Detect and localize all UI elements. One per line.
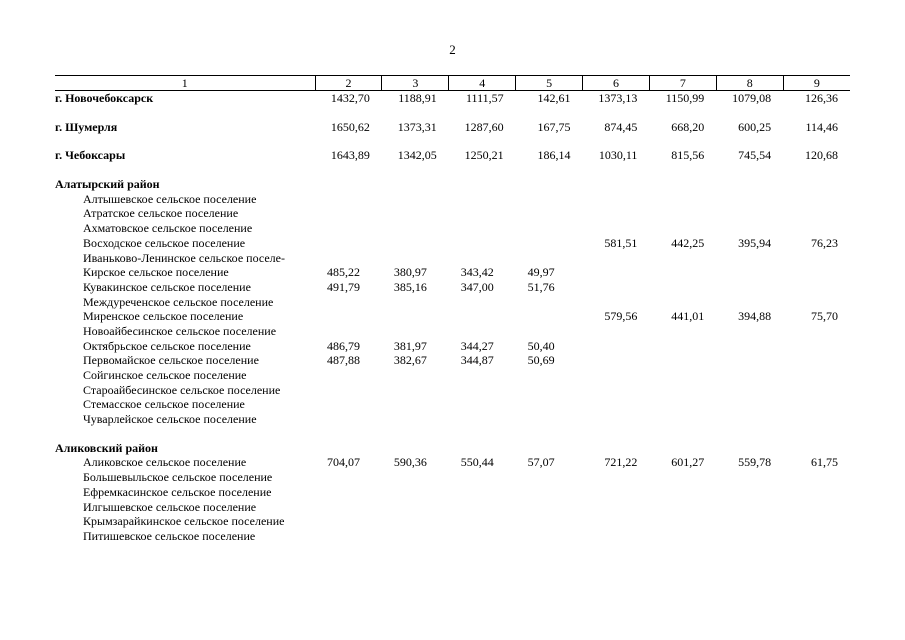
value-cell-col8: 745,54 — [738, 148, 772, 163]
value-cell-col7 — [649, 500, 716, 515]
value-cell-col4 — [449, 514, 516, 529]
value-cell-col2 — [315, 383, 382, 398]
value-cell-col2 — [315, 529, 382, 544]
value-cell-col5 — [516, 412, 583, 427]
settlement-row — [55, 514, 850, 529]
value-cell-col8 — [716, 339, 783, 354]
value-cell-col7 — [649, 295, 716, 310]
column-header: 3 — [382, 76, 449, 91]
city-row — [55, 120, 850, 135]
row-name-cell: Питишевское сельское поселение — [83, 528, 256, 543]
value-cell-col6: 581,51 — [604, 235, 638, 250]
value-cell-col2: 704,07 — [327, 455, 360, 470]
value-cell-col4 — [449, 251, 516, 266]
value-cell-col8 — [716, 412, 783, 427]
value-cell-col6 — [583, 265, 650, 280]
value-cell-col5 — [516, 324, 583, 339]
value-cell-col9 — [783, 192, 850, 207]
value-cell-col9 — [783, 412, 850, 427]
value-cell-col5: 49,97 — [527, 265, 555, 280]
settlement-row — [55, 368, 850, 383]
value-cell-col4 — [449, 485, 516, 500]
value-cell-col7 — [649, 339, 716, 354]
settlement-row — [55, 295, 850, 310]
value-cell-col4: 550,44 — [460, 455, 494, 470]
value-cell-col6: 874,45 — [604, 119, 638, 134]
value-cell-col8 — [716, 324, 783, 339]
row-name-cell: Ахматовское сельское поселение — [83, 221, 253, 236]
district-row — [55, 441, 850, 456]
value-cell-col6 — [583, 412, 650, 427]
row-name-cell: Аликовский район — [55, 440, 158, 455]
value-cell-col7 — [649, 470, 716, 485]
row-name-cell: Алатырский район — [55, 177, 160, 192]
spacer-cell — [55, 134, 850, 148]
value-cell-col4 — [449, 529, 516, 544]
value-cell-col2 — [315, 412, 382, 427]
table-body — [55, 91, 850, 544]
value-cell-col3 — [382, 295, 449, 310]
value-cell-col6 — [583, 353, 650, 368]
value-cell-col3: 1188,91 — [398, 91, 437, 105]
value-cell-col4: 344,27 — [460, 338, 494, 353]
value-cell-col8 — [716, 514, 783, 529]
value-cell-col9 — [783, 500, 850, 515]
value-cell-col4 — [449, 309, 516, 324]
value-cell-col4 — [449, 177, 516, 192]
value-cell-col8 — [716, 251, 783, 266]
value-cell-col6 — [583, 383, 650, 398]
value-cell-col4 — [449, 295, 516, 310]
value-cell-col2 — [315, 251, 382, 266]
row-name-cell: Новоайбесинское сельское поселение — [83, 323, 277, 338]
value-cell-col6 — [583, 295, 650, 310]
value-cell-col8 — [716, 383, 783, 398]
value-cell-col9 — [783, 251, 850, 266]
spacer-row — [55, 163, 850, 177]
value-cell-col3 — [382, 470, 449, 485]
value-cell-col3 — [382, 441, 449, 456]
value-cell-col3 — [382, 368, 449, 383]
value-cell-col6 — [583, 192, 650, 207]
row-name-cell: Чуварлейское сельское поселение — [83, 412, 257, 427]
settlement-row — [55, 339, 850, 354]
value-cell-col4: 344,87 — [460, 353, 494, 368]
spacer-row — [55, 427, 850, 441]
row-name-cell: Стемасское сельское поселение — [83, 397, 245, 412]
value-cell-col2 — [315, 441, 382, 456]
row-name-cell: Междуреченское сельское поселение — [83, 294, 274, 309]
column-header: 4 — [449, 76, 516, 91]
value-cell-col3 — [382, 397, 449, 412]
settlement-row — [55, 529, 850, 544]
value-cell-col6 — [583, 368, 650, 383]
city-row — [55, 91, 850, 106]
value-cell-col5 — [516, 295, 583, 310]
value-cell-col9 — [783, 221, 850, 236]
value-cell-col7 — [649, 412, 716, 427]
value-cell-col5: 50,69 — [527, 353, 555, 368]
value-cell-col4: 1250,21 — [464, 148, 504, 163]
value-cell-col3 — [382, 412, 449, 427]
value-cell-col9 — [783, 280, 850, 295]
value-cell-col3 — [382, 206, 449, 221]
value-cell-col7 — [649, 353, 716, 368]
settlement-row — [55, 265, 850, 280]
value-cell-col7: 668,20 — [671, 119, 705, 134]
value-cell-col2 — [315, 485, 382, 500]
value-cell-col5 — [516, 236, 583, 251]
value-cell-col4 — [449, 397, 516, 412]
value-cell-col2 — [315, 397, 382, 412]
value-cell-col3: 382,67 — [393, 353, 427, 368]
value-cell-col5 — [516, 514, 583, 529]
value-cell-col3: 380,97 — [393, 265, 427, 280]
row-name-cell: Атратское сельское поселение — [83, 206, 239, 221]
value-cell-col6 — [583, 397, 650, 412]
value-cell-col3: 385,16 — [393, 279, 427, 294]
value-cell-col5 — [516, 192, 583, 207]
value-cell-col9 — [783, 324, 850, 339]
column-header: 5 — [516, 76, 583, 91]
page-number: 2 — [449, 42, 456, 57]
row-name-cell: г. Чебоксары — [55, 148, 126, 163]
value-cell-col3 — [382, 500, 449, 515]
value-cell-col7: 442,25 — [671, 235, 705, 250]
value-cell-col4: 343,42 — [460, 265, 494, 280]
value-cell-col4 — [449, 206, 516, 221]
value-cell-col4 — [449, 324, 516, 339]
settlement-row — [55, 455, 850, 470]
value-cell-col4: 1287,60 — [464, 119, 504, 134]
column-header: 6 — [583, 76, 650, 91]
value-cell-col8 — [716, 397, 783, 412]
value-cell-col6: 1030,11 — [598, 148, 638, 163]
value-cell-col8: 600,25 — [738, 119, 772, 134]
value-cell-col7 — [649, 441, 716, 456]
value-cell-col2: 487,88 — [327, 353, 360, 368]
value-cell-col4: 347,00 — [460, 279, 494, 294]
value-cell-col3 — [382, 251, 449, 266]
settlement-row — [55, 500, 850, 515]
settlement-row — [55, 383, 850, 398]
settlement-row — [55, 412, 850, 427]
value-cell-col3: 381,97 — [393, 338, 427, 353]
value-cell-col7 — [649, 280, 716, 295]
value-cell-col5 — [516, 177, 583, 192]
value-cell-col7 — [649, 383, 716, 398]
value-cell-col8: 559,78 — [738, 455, 772, 470]
spacer-cell — [55, 163, 850, 177]
value-cell-col2: 1650,62 — [330, 119, 370, 134]
value-cell-col7: 601,27 — [671, 455, 705, 470]
value-cell-col2 — [315, 309, 382, 324]
value-cell-col4 — [449, 221, 516, 236]
column-header: 8 — [716, 76, 783, 91]
value-cell-col2 — [315, 192, 382, 207]
value-cell-col3 — [382, 221, 449, 236]
value-cell-col9 — [783, 485, 850, 500]
settlement-row — [55, 353, 850, 368]
value-cell-col3 — [382, 529, 449, 544]
value-cell-col2: 485,22 — [327, 265, 360, 280]
row-name-cell: Кирское сельское поселение — [83, 265, 229, 280]
value-cell-col2 — [315, 177, 382, 192]
value-cell-col2 — [315, 470, 382, 485]
spacer-cell — [55, 427, 850, 441]
settlement-row — [55, 470, 850, 485]
city-row — [55, 148, 850, 163]
value-cell-col3 — [382, 236, 449, 251]
settlement-row — [55, 251, 850, 266]
value-cell-col4 — [449, 441, 516, 456]
value-cell-col7 — [649, 192, 716, 207]
row-name-cell: г. Новочебоксарск — [55, 91, 154, 105]
value-cell-col9 — [783, 514, 850, 529]
value-cell-col8 — [716, 177, 783, 192]
value-cell-col9 — [783, 177, 850, 192]
value-cell-col7 — [649, 514, 716, 529]
row-name-cell: Восходское сельское поселение — [83, 235, 246, 250]
value-cell-col7 — [649, 221, 716, 236]
value-cell-col6 — [583, 500, 650, 515]
value-cell-col6: 1373,13 — [598, 91, 638, 105]
value-cell-col7 — [649, 368, 716, 383]
value-cell-col6 — [583, 529, 650, 544]
value-cell-col8 — [716, 221, 783, 236]
row-name-cell: Аликовское сельское поселение — [83, 455, 247, 470]
value-cell-col7 — [649, 397, 716, 412]
value-cell-col8 — [716, 368, 783, 383]
value-cell-col6 — [583, 324, 650, 339]
value-cell-col8: 1079,08 — [732, 91, 772, 105]
row-name-cell: Ефремкасинское сельское поселение — [83, 484, 272, 499]
value-cell-col9 — [783, 295, 850, 310]
value-cell-col2: 491,79 — [327, 279, 360, 294]
value-cell-col8: 394,88 — [738, 309, 772, 324]
value-cell-col2 — [315, 221, 382, 236]
value-cell-col7 — [649, 529, 716, 544]
value-cell-col8 — [716, 500, 783, 515]
table-header-row — [55, 76, 850, 91]
value-cell-col7 — [649, 206, 716, 221]
value-cell-col5 — [516, 221, 583, 236]
value-cell-col6: 721,22 — [604, 455, 638, 470]
value-cell-col2: 1432,70 — [330, 91, 370, 105]
column-header: 9 — [783, 76, 850, 91]
value-cell-col5: 167,75 — [537, 119, 571, 134]
value-cell-col4 — [449, 383, 516, 398]
value-cell-col8 — [716, 441, 783, 456]
value-cell-col9: 120,68 — [805, 148, 838, 163]
settlement-row — [55, 485, 850, 500]
column-header: 7 — [649, 76, 716, 91]
value-cell-col8 — [716, 470, 783, 485]
value-cell-col5 — [516, 470, 583, 485]
value-cell-col9 — [783, 265, 850, 280]
settlement-row — [55, 192, 850, 207]
value-cell-col8 — [716, 295, 783, 310]
value-cell-col6 — [583, 221, 650, 236]
value-cell-col8 — [716, 353, 783, 368]
value-cell-col9: 61,75 — [811, 455, 838, 470]
value-cell-col4 — [449, 236, 516, 251]
value-cell-col5 — [516, 368, 583, 383]
value-cell-col7 — [649, 251, 716, 266]
value-cell-col7 — [649, 324, 716, 339]
spacer-row — [55, 106, 850, 120]
row-name-cell: Октябрьское сельское поселение — [83, 338, 251, 353]
value-cell-col4 — [449, 192, 516, 207]
value-cell-col2 — [315, 324, 382, 339]
value-cell-col2: 1643,89 — [330, 148, 370, 163]
value-cell-col6 — [583, 339, 650, 354]
settlement-row — [55, 206, 850, 221]
row-name-cell: Большевыльское сельское поселение — [83, 470, 273, 485]
value-cell-col7 — [649, 485, 716, 500]
value-cell-col7: 815,56 — [671, 148, 705, 163]
value-cell-col2 — [315, 206, 382, 221]
value-cell-col2 — [315, 500, 382, 515]
column-header: 1 — [55, 76, 315, 91]
value-cell-col9: 76,23 — [811, 235, 838, 250]
value-cell-col4 — [449, 500, 516, 515]
value-cell-col5 — [516, 251, 583, 266]
value-cell-col9 — [783, 339, 850, 354]
value-cell-col4 — [449, 368, 516, 383]
value-cell-col5 — [516, 500, 583, 515]
value-cell-col9 — [783, 470, 850, 485]
value-cell-col2: 486,79 — [327, 338, 360, 353]
value-cell-col5: 51,76 — [527, 279, 555, 294]
value-cell-col4: 1111,57 — [465, 91, 504, 105]
value-cell-col5 — [516, 529, 583, 544]
value-cell-col7: 441,01 — [671, 309, 705, 324]
value-cell-col6 — [583, 485, 650, 500]
value-cell-col4 — [449, 470, 516, 485]
value-cell-col8 — [716, 280, 783, 295]
value-cell-col7: 1150,99 — [665, 91, 705, 105]
value-cell-col2 — [315, 368, 382, 383]
row-name-cell: Кувакинское сельское поселение — [83, 279, 251, 294]
data-table — [55, 75, 850, 544]
value-cell-col3: 1373,31 — [397, 119, 437, 134]
value-cell-col8 — [716, 485, 783, 500]
value-cell-col9 — [783, 383, 850, 398]
row-name-cell: Крымзарайкинское сельское поселение — [83, 514, 285, 529]
value-cell-col4 — [449, 412, 516, 427]
value-cell-col3 — [382, 309, 449, 324]
value-cell-col2 — [315, 514, 382, 529]
value-cell-col5: 57,07 — [527, 455, 555, 470]
value-cell-col2 — [315, 236, 382, 251]
value-cell-col3 — [382, 383, 449, 398]
row-name-cell: Староайбесинское сельское поселение — [83, 382, 281, 397]
value-cell-col6 — [583, 514, 650, 529]
settlement-row — [55, 397, 850, 412]
value-cell-col2 — [315, 295, 382, 310]
value-cell-col6: 579,56 — [604, 309, 638, 324]
row-name-cell: Иваньково-Ленинское сельское поселе- — [83, 250, 285, 265]
settlement-row — [55, 221, 850, 236]
value-cell-col9 — [783, 353, 850, 368]
value-cell-col3: 1342,05 — [397, 148, 437, 163]
value-cell-col8 — [716, 192, 783, 207]
settlement-row — [55, 324, 850, 339]
value-cell-col3 — [382, 514, 449, 529]
value-cell-col6 — [583, 470, 650, 485]
spacer-row — [55, 134, 850, 148]
value-cell-col3: 590,36 — [393, 455, 427, 470]
value-cell-col8 — [716, 265, 783, 280]
value-cell-col9: 75,70 — [811, 309, 838, 324]
value-cell-col5: 186,14 — [537, 148, 571, 163]
value-cell-col3 — [382, 177, 449, 192]
value-cell-col5 — [516, 485, 583, 500]
value-cell-col5 — [516, 206, 583, 221]
value-cell-col9 — [783, 529, 850, 544]
row-name-cell: Сойгинское сельское поселение — [83, 368, 247, 382]
value-cell-col5 — [516, 441, 583, 456]
value-cell-col6 — [583, 177, 650, 192]
value-cell-col8 — [716, 529, 783, 544]
value-cell-col5 — [516, 397, 583, 412]
value-cell-col8 — [716, 206, 783, 221]
district-row — [55, 177, 850, 192]
value-cell-col9: 126,36 — [805, 91, 838, 105]
row-name-cell: Первомайское сельское поселение — [83, 353, 259, 368]
value-cell-col9 — [783, 397, 850, 412]
row-name-cell: г. Шумерля — [55, 119, 118, 134]
value-cell-col8: 395,94 — [738, 235, 772, 250]
value-cell-col7 — [649, 265, 716, 280]
value-cell-col6 — [583, 441, 650, 456]
settlement-row — [55, 309, 850, 324]
settlement-row — [55, 280, 850, 295]
row-name-cell: Миренское сельское поселение — [83, 309, 244, 324]
value-cell-col9 — [783, 441, 850, 456]
value-cell-col9: 114,46 — [805, 119, 838, 134]
value-cell-col3 — [382, 485, 449, 500]
value-cell-col3 — [382, 192, 449, 207]
column-header: 2 — [315, 76, 382, 91]
value-cell-col6 — [583, 251, 650, 266]
row-name-cell: Илгышевское сельское поселение — [83, 499, 257, 514]
value-cell-col6 — [583, 206, 650, 221]
spacer-cell — [55, 106, 850, 120]
row-name-cell: Алтышевское сельское поселение — [83, 191, 257, 206]
value-cell-col7 — [649, 177, 716, 192]
value-cell-col5 — [516, 309, 583, 324]
value-cell-col9 — [783, 206, 850, 221]
value-cell-col5: 142,61 — [537, 91, 571, 105]
value-cell-col3 — [382, 324, 449, 339]
settlement-row — [55, 236, 850, 251]
value-cell-col9 — [783, 368, 850, 383]
value-cell-col6 — [583, 280, 650, 295]
value-cell-col5: 50,40 — [527, 338, 555, 353]
value-cell-col5 — [516, 383, 583, 398]
